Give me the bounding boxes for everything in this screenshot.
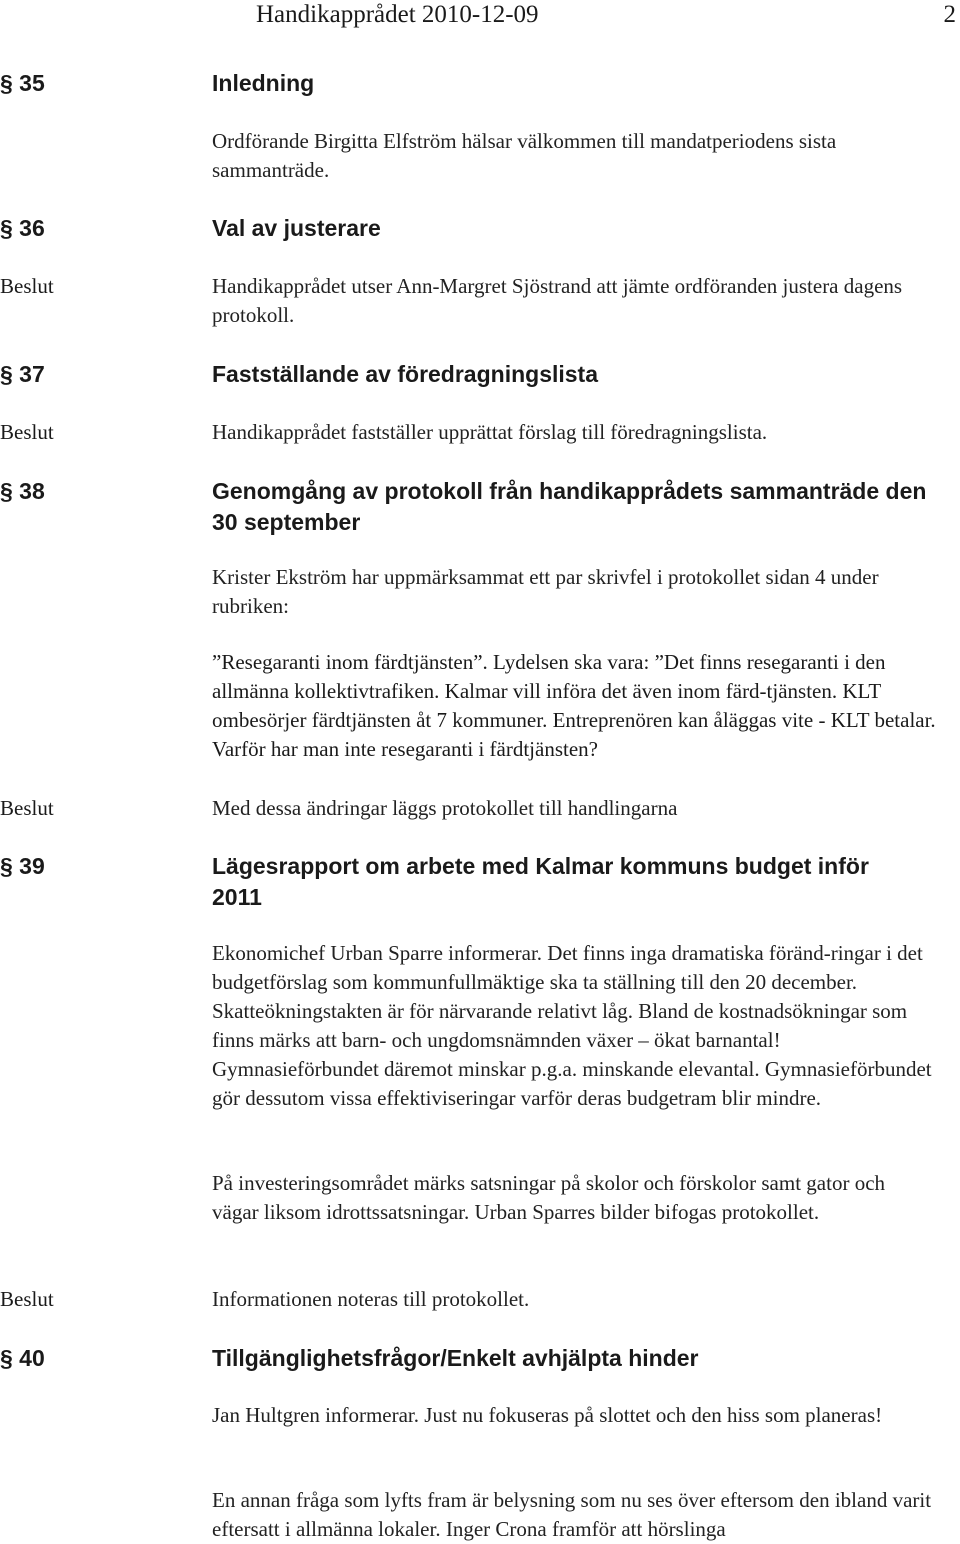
- section-decision-39: Informationen noteras till protokollet.: [212, 1287, 530, 1311]
- section-heading-40: Tillgänglighetsfrågor/Enkelt avhjälpta hinder: [212, 1345, 699, 1371]
- section-heading-36: Val av justerare: [212, 215, 381, 241]
- section-number-37: § 37: [0, 361, 45, 387]
- section-body-40a: Jan Hultgren informerar. Just nu fokuseras på slottet och den hiss som planeras!: [212, 1403, 883, 1427]
- section-quote-38: ”Resegaranti inom färdtjänsten”. Lydelsen ska vara: ”Det finns resegaranti i den allmänna kollektivtrafiken. Kalmar vill införa det även inom färd-tjänsten. KLT ombesörjer färdtjänsten åt 7 kommuner. Entreprenören kan åläggas vite - KLT betalar. Varför har man inte resegaranti i färdtjänsten?: [212, 650, 936, 761]
- document-title: Handikapprådet 2010-12-09: [256, 1, 539, 28]
- decision-label-38: Beslut: [0, 796, 54, 820]
- decision-label-39: Beslut: [0, 1287, 54, 1311]
- page-header: [0, 0, 960, 42]
- section-heading-35: Inledning: [212, 70, 315, 96]
- section-body-40b: En annan fråga som lyfts fram är belysning som nu ses över eftersom den ibland varit eftersatt i allmänna lokaler. Inger Crona framför att hörslinga: [212, 1488, 932, 1541]
- decision-label-36: Beslut: [0, 274, 54, 298]
- section-body-39a: Ekonomichef Urban Sparre informerar. Det finns inga dramatiska föränd-ringar i det budgetförslag som kommunfullmäktige ska ta ställning till den 20 december. Skatteökningstakten är för närvarande relativt låg. Bland de kostnadsökningar som finns märks att barn- och ungdomsnämnden växer – ökat barnantal! Gymnasieförbundet däremot minskar p.g.a. minskande elevantal. Gymnasieförbundet gör dessutom vissa effektiviseringar varför deras budgetram blir mindre.: [212, 941, 932, 1110]
- section-body-38: Krister Ekström har uppmärksammat ett par skrivfel i protokollet sidan 4 under rubriken:: [212, 565, 879, 618]
- section-body-39b: På investeringsområdet märks satsningar på skolor och förskolor samt gator och vägar liksom idrottssatsningar. Urban Sparres bilder bifogas protokollet.: [212, 1171, 886, 1224]
- section-heading-37: Fastställande av föredragningslista: [212, 361, 599, 387]
- section-number-40: § 40: [0, 1345, 45, 1371]
- section-number-38: § 38: [0, 478, 45, 504]
- section-number-39: § 39: [0, 853, 45, 879]
- section-decision-38: Med dessa ändringar läggs protokollet till handlingarna: [212, 796, 678, 820]
- decision-label-37: Beslut: [0, 420, 54, 444]
- section-number-36: § 36: [0, 215, 45, 241]
- section-decision-36: Handikapprådet utser Ann-Margret Sjöstrand att jämte ordföranden justera dagens protokoll.: [212, 274, 903, 327]
- section-heading-39: Lägesrapport om arbete med Kalmar kommuns budget inför 2011: [212, 853, 869, 910]
- section-body-35: Ordförande Birgitta Elfström hälsar välkommen till mandatperiodens sista sammanträde.: [212, 129, 837, 182]
- section-decision-37: Handikapprådet fastställer upprättat förslag till föredragningslista.: [212, 420, 768, 444]
- section-heading-38: Genomgång av protokoll från handikapprådets sammanträde den 30 september: [212, 478, 927, 535]
- section-number-35: § 35: [0, 70, 45, 96]
- page-number: 2: [943, 1, 956, 28]
